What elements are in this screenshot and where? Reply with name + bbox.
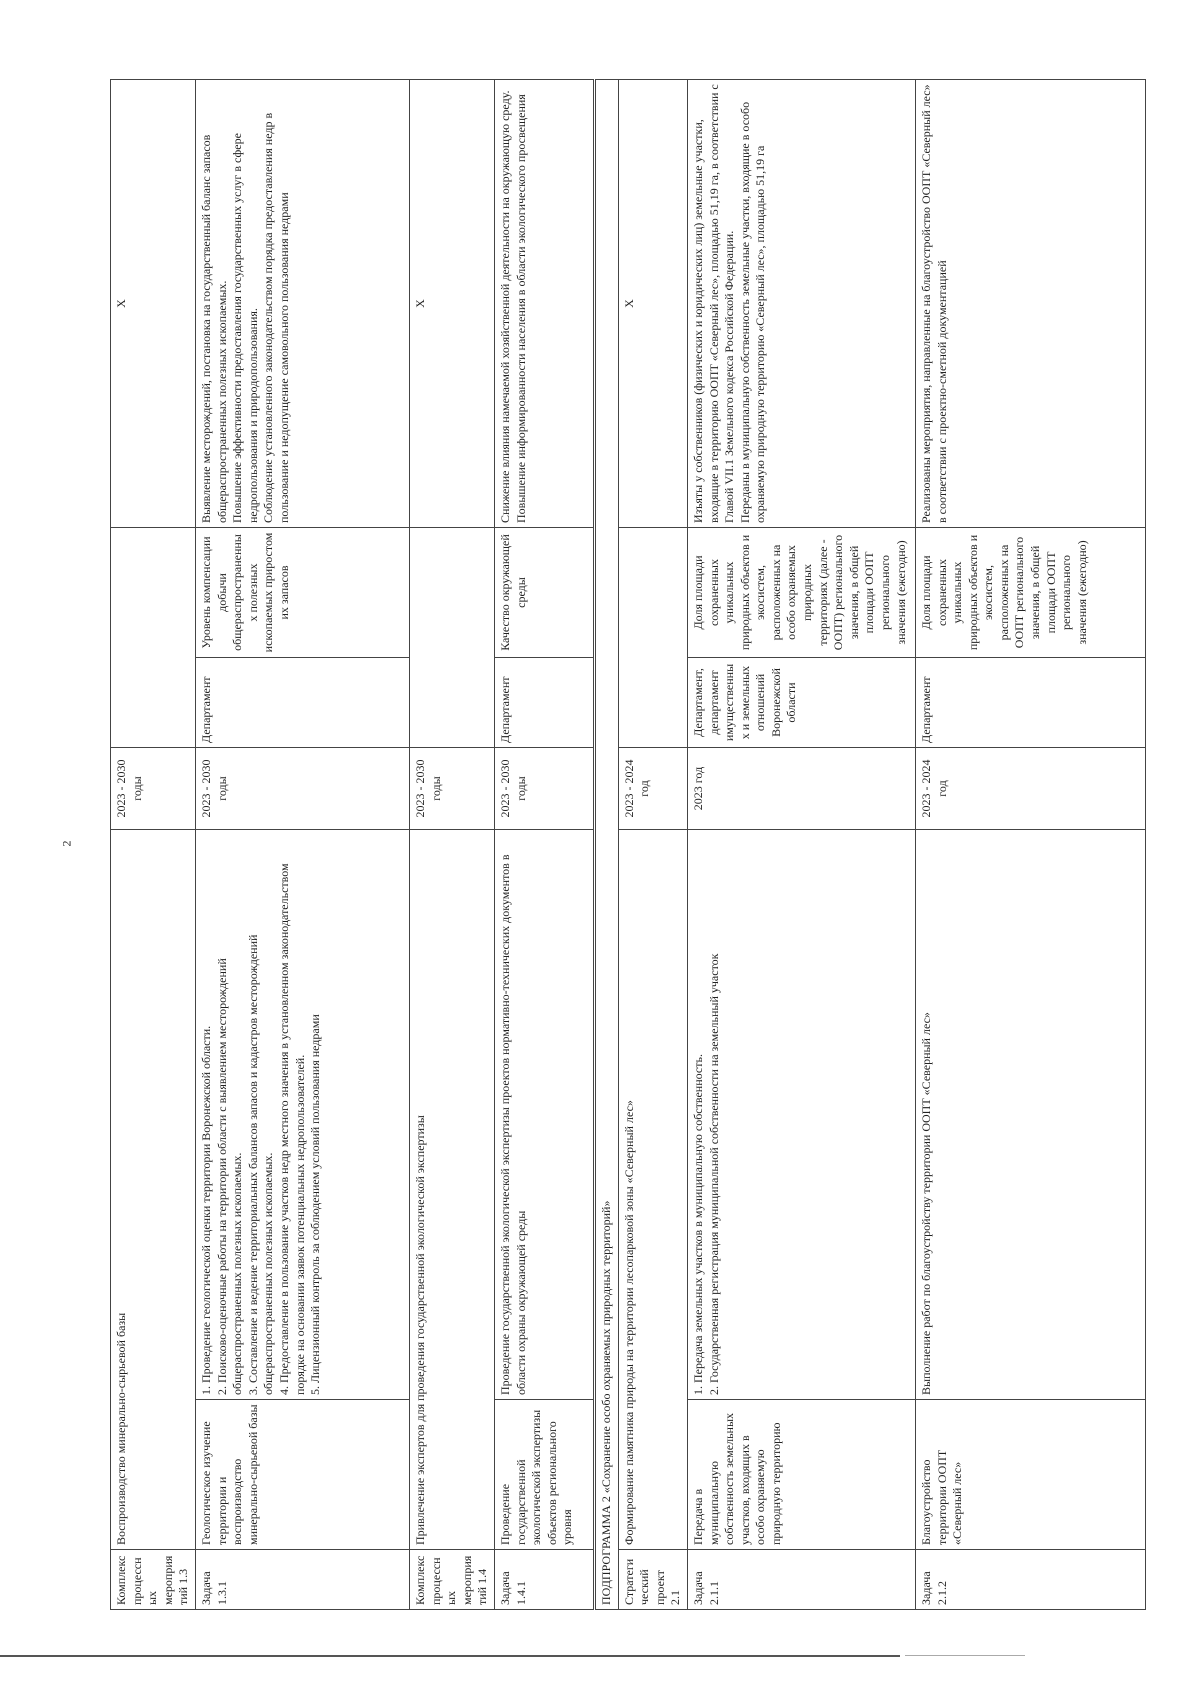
task-indicator: Доля площади сохраненных уникальных природных объектов и экосистем, расположенных на ООПТ регионального значения, в общей площади ООПТ регионального значения (ежегодно) <box>915 528 1145 658</box>
row-term: 2023 - 2030 годы <box>409 748 494 830</box>
row-result-x: X <box>409 80 494 528</box>
task-term: 2023 - 2030 годы <box>195 748 409 830</box>
row-code: Комплекс процессных мероприятий 1.3 <box>111 1550 196 1610</box>
subprogram-title: ПОДПРОГРАММА 2 «Сохранение особо охраняемых природных территорий» <box>594 80 618 1610</box>
rotated-page-content <box>110 80 1089 1610</box>
table-row <box>494 80 594 1610</box>
row-term: 2023 - 2024 год <box>618 748 687 830</box>
row-title: Формирование памятника природы на территории лесопарковой зоны «Северный лес» <box>618 830 687 1550</box>
task-responsible: Департамент <box>195 658 409 748</box>
task-responsible: Департамент, департамент имущественных и земельных отношений Воронежской области <box>687 658 915 748</box>
row-term: 2023 - 2030 годы <box>111 748 196 830</box>
task-result: Снижение влияния намечаемой хозяйственной деятельности на окружающую среду. Повышение информированности населения в области экологического просвещения <box>494 80 594 528</box>
task-measures: 1. Проведение геологической оценки территории Воронежской области. 2. Поисково-оценочные работы на территории области с выявлением месторождений общераспространенных полезных ископаемых. 3. Составление и ведение территориальных балансов запасов и кадастров месторождений общераспространенных полезных ископаемых. 4. Предоставление в пользование участков недр местного значения в установленном законодательством порядке на основании заявок потенциальных недропользователей. 5. Лицензионный контроль за соблюдением условий пользования недрами <box>195 830 409 1400</box>
bottom-scan-edge <box>0 1655 900 1657</box>
task-name: Проведение государственной экологической экспертизы объектов регионального уровня <box>494 1400 594 1550</box>
task-name: Передача в муниципальную собственность земельных участков, входящих в особо охраняемую природную территорию <box>687 1400 915 1550</box>
task-term: 2023 - 2024 год <box>915 748 1145 830</box>
task-responsible: Департамент <box>915 658 1145 748</box>
task-name: Благоустройство территории ООПТ «Северный лес» <box>915 1400 1145 1550</box>
row-title: Привлечение экспертов для проведения государственной экологической экспертизы <box>409 830 494 1550</box>
table-row <box>195 80 409 1610</box>
task-measures: Проведение государственной экологической экспертизы проектов нормативно-технических документов в области охраны окружающей среды <box>494 830 594 1400</box>
task-code: Задача 1.3.1 <box>195 1550 409 1610</box>
bottom-scan-edge-fragment <box>905 1655 1025 1656</box>
task-indicator: Доля площади сохраненных уникальных природных объектов и экосистем, расположенных на особо охраняемых природных территориях (далее - ООПТ) регионального значения, в общей площади ООПТ регионального значения (ежегодно) <box>687 528 915 658</box>
task-measures: Выполнение работ по благоустройству территории ООПТ «Северный лес» <box>915 830 1145 1400</box>
program-measures-table <box>110 79 1146 1610</box>
row-code: Стратегический проект 2.1 <box>618 1550 687 1610</box>
table-row <box>915 80 1145 1610</box>
task-indicator: Уровень компенсации добычи общераспространенных полезных ископаемых приростом их запасов <box>195 528 409 658</box>
task-result: Реализованы мероприятия, направленные на благоустройство ООПТ «Северный лес» в соответствии с проектно-сметной документацией <box>915 80 1145 528</box>
task-measures: 1. Передача земельных участков в муниципальную собственность. 2. Государственная регистрация муниципальной собственности на земельный участок <box>687 830 915 1400</box>
task-code: Задача 2.1.1 <box>687 1550 915 1610</box>
table-row <box>409 80 494 1610</box>
page-number: 2 <box>59 840 74 847</box>
task-term: 2023 - 2030 годы <box>494 748 594 830</box>
task-name: Геологическое изучение территории и воспроизводство минерально-сырьевой базы <box>195 1400 409 1550</box>
task-indicator: Качество окружающей среды <box>494 528 594 658</box>
task-result: Изъяты у собственников (физических и юридических лиц) земельные участки, входящие в территорию ООПТ «Северный лес», площадью 51,19 га, в соответствии с Главой VII.1 Земельного кодекса Российской Федерации. Переданы в муниципальную собственность земельные участки, входящие в особо охраняемую природную территорию «Северный лес», площадью 51,19 га <box>687 80 915 528</box>
subprogram-row <box>594 80 618 1610</box>
table-row <box>618 80 687 1610</box>
table-row <box>687 80 915 1610</box>
task-result: Выявление месторождений, постановка на государственный баланс запасов общераспространенных полезных ископаемых. Повышение эффективности предоставления государственных услуг в сфере недропользования и природопользования. Соблюдение установленного законодательством порядка предоставления недр в пользование и недопущение самовольного пользования недрами <box>195 80 409 528</box>
task-code: Задача 2.1.2 <box>915 1550 1145 1610</box>
task-term: 2023 год <box>687 748 915 830</box>
table-row <box>111 80 196 1610</box>
task-responsible: Департамент <box>494 658 594 748</box>
row-result-x: X <box>618 80 687 528</box>
row-code: Комплекс процессных мероприятий 1.4 <box>409 1550 494 1610</box>
row-result-x: X <box>111 80 196 528</box>
row-title: Воспроизводство минерально-сырьевой базы <box>111 830 196 1550</box>
task-code: Задача 1.4.1 <box>494 1550 594 1610</box>
